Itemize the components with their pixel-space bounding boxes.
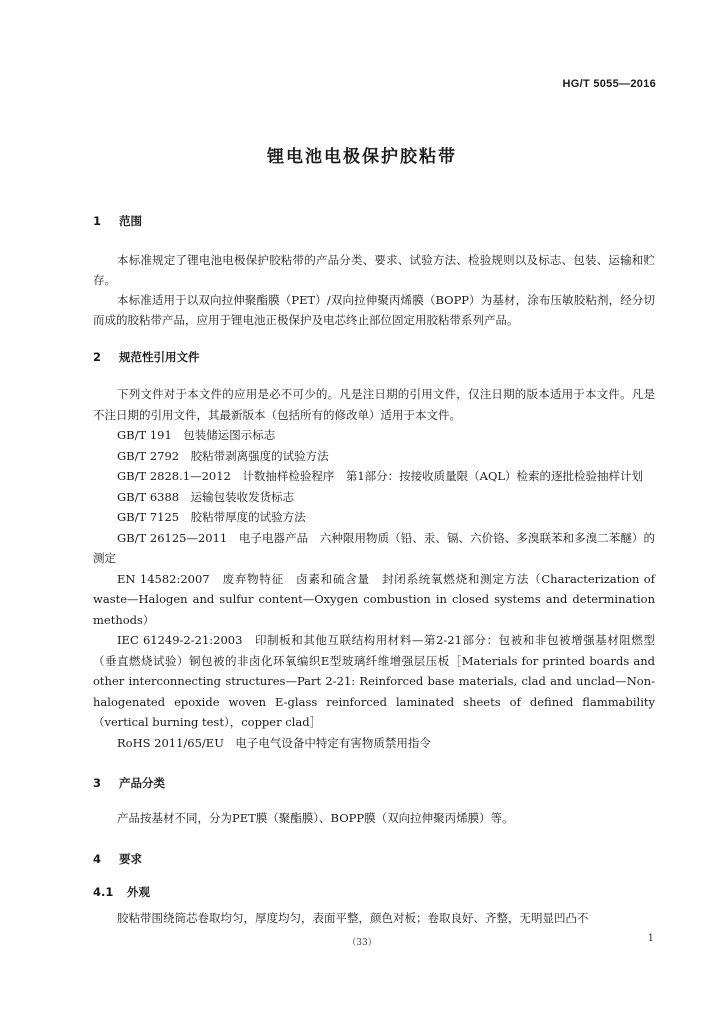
reference-item: EN 14582:2007 废弃物特征 卤素和硫含量 封闭系统氧燃烧和测定方法（Characterization of waste—Halogen and sulfur content—Oxygen combustion in closed systems and determination methods） [93, 571, 655, 627]
section-title: 要求 [119, 852, 143, 866]
section-4-1-heading [93, 884, 150, 900]
page-number: 1 [647, 933, 654, 944]
reference-item: GB/T 6388 运输包装收发货标志 [117, 489, 295, 504]
reference-item: GB/T 26125—2011 电子电器产品 六种限用物质（铅、汞、镉、六价铬、多溴联苯和多溴二苯醚）的测定 [93, 530, 655, 565]
paragraph: 下列文件对于本文件的应用是必不可少的。凡是注日期的引用文件，仅注日期的版本适用于本文件。凡是不注日期的引用文件，其最新版本（包括所有的修改单）适用于本文件。 [93, 387, 655, 422]
reference-item: RoHS 2011/65/EU 电子电气设备中特定有害物质禁用指令 [117, 735, 431, 750]
paragraph: 本标准规定了锂电池电极保护胶粘带的产品分类、要求、试验方法、检验规则以及标志、包装、运输和贮存。 [93, 253, 655, 287]
section-title: 范围 [119, 214, 143, 228]
reference-item: GB/T 2828.1—2012 计数抽样检验程序 第1部分：按接收质量限（AQL）检索的逐批检验抽样计划 [117, 469, 644, 483]
section-number: 4.1 [93, 885, 114, 899]
footer-sequence: （33） [347, 938, 377, 948]
section-1-heading [93, 213, 142, 229]
section-4-1-body [93, 908, 655, 928]
reference-item: GB/T 2792 胶粘带剥离强度的试验方法 [117, 448, 329, 463]
section-title: 产品分类 [119, 776, 166, 790]
section-number: 3 [93, 776, 102, 790]
section-number: 2 [93, 350, 102, 364]
normative-references-list [93, 384, 655, 753]
section-3-heading [93, 775, 165, 791]
section-title: 外观 [127, 885, 151, 899]
standard-code: HG/T 5055—2016 [562, 78, 656, 90]
section-2-heading [93, 349, 200, 365]
section-3-body [93, 808, 655, 828]
section-1-body [93, 250, 655, 330]
paragraph: 产品按基材不同，分为PET膜（聚酯膜）、BOPP膜（双向拉伸聚丙烯膜）等。 [117, 811, 514, 825]
paragraph: 本标准适用于以双向拉伸聚酯膜（PET）/双向拉伸聚丙烯膜（BOPP）为基材，涂布压敏胶粘剂，经分切而成的胶粘带产品，应用于锂电池正极保护及电芯终止部位固定用胶粘带系列产品。 [93, 293, 655, 327]
section-title: 规范性引用文件 [119, 350, 200, 364]
reference-item: GB/T 7125 胶粘带厚度的试验方法 [117, 510, 306, 524]
section-number: 1 [93, 214, 102, 228]
section-4-heading [93, 851, 142, 867]
reference-item: IEC 61249-2-21:2003 印制板和其他互联结构用材料—第2-21部分：包被和非包被增强基材阻燃型（垂直燃烧试验）铜包被的非卤化环氧编织E型玻璃纤维增强层压板［Materials for printed boards and other interconnecting structures—Part 2-21: Reinforced base materials, clad and unclad—Non-halogenated epoxide woven E-glass reinforced laminated sheets of defined flammability（vertical burning test），copper clad］ [93, 633, 655, 729]
paragraph: 胶粘带围绕筒芯卷取均匀，厚度均匀，表面平整，颜色对板；卷取良好、齐整，无明显凹凸不 [117, 911, 589, 925]
reference-item: GB/T 191 包装储运图示标志 [117, 428, 276, 442]
document-title: 锂电池电极保护胶粘带 [267, 147, 457, 167]
section-number: 4 [93, 852, 102, 866]
